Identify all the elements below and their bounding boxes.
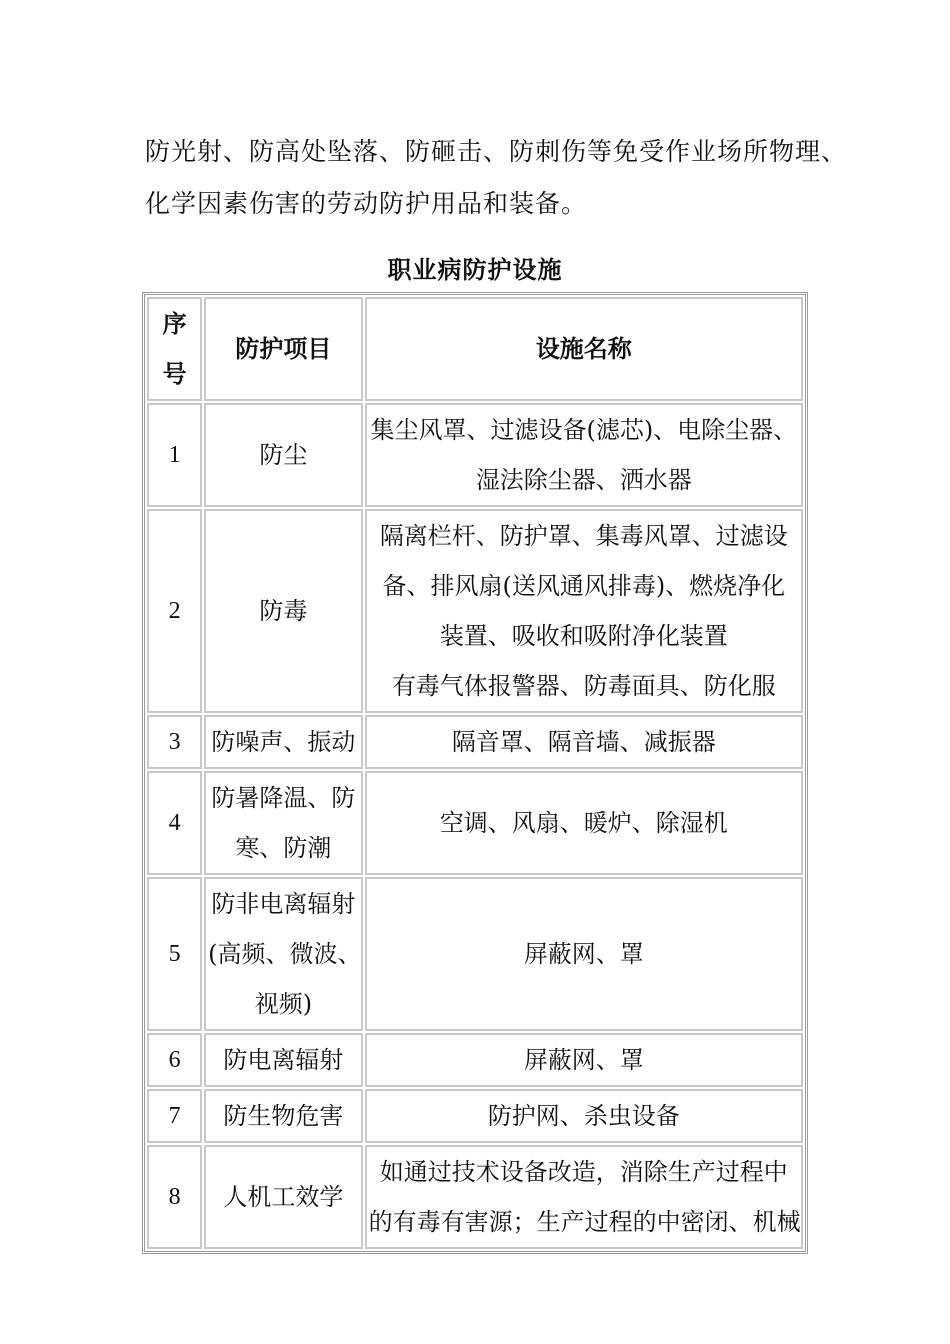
table-row xyxy=(147,1033,803,1087)
table-row xyxy=(147,403,803,507)
header-facilities: 设施名称 xyxy=(365,297,803,401)
protection-item: 防电离辐射 xyxy=(204,1033,362,1087)
table-caption: 职业病防护设施 xyxy=(387,256,563,284)
protection-item: 防尘 xyxy=(204,403,362,507)
intro-line: 化学因素伤害的劳动防护用品和装备。 xyxy=(145,189,588,218)
facility-names: 集尘风罩、过滤设备(滤芯)、电除尘器、 湿法除尘器、洒水器 xyxy=(365,403,803,507)
header-item: 防护项目 xyxy=(204,297,362,401)
table-row xyxy=(147,877,803,1031)
header-no: 序号 xyxy=(147,297,202,401)
protection-item: 防毒 xyxy=(204,509,362,713)
row-number: 6 xyxy=(147,1033,202,1087)
protection-item: 防暑降温、防 寒、防潮 xyxy=(204,771,362,875)
protection-item: 防非电离辐射 (高频、微波、 视频) xyxy=(204,877,362,1031)
table-row xyxy=(147,1089,803,1143)
facility-names: 隔音罩、隔音墙、减振器 xyxy=(365,715,803,769)
facility-names: 隔离栏杆、防护罩、集毒风罩、过滤设 备、排风扇(送风通风排毒)、燃烧净化 装置、吸收和吸附净化装置 有毒气体报警器、防毒面具、防化服 xyxy=(365,509,803,713)
facility-names: 防护网、杀虫设备 xyxy=(365,1089,803,1143)
row-number: 8 xyxy=(147,1145,202,1249)
row-number: 3 xyxy=(147,715,202,769)
facility-names: 屏蔽网、罩 xyxy=(365,1033,803,1087)
facility-names: 如通过技术设备改造，消除生产过程中 的有毒有害源；生产过程的中密闭、机械 xyxy=(365,1145,803,1249)
table-row xyxy=(147,1145,803,1249)
protection-item: 防噪声、振动 xyxy=(204,715,362,769)
protection-item: 人机工效学 xyxy=(204,1145,362,1249)
protection-item: 防生物危害 xyxy=(204,1089,362,1143)
table-row xyxy=(147,509,803,713)
table-row xyxy=(147,771,803,875)
intro-paragraph xyxy=(145,126,848,230)
row-number: 1 xyxy=(147,403,202,507)
row-number: 5 xyxy=(147,877,202,1031)
row-number: 7 xyxy=(147,1089,202,1143)
facility-names: 空调、风扇、暖炉、除湿机 xyxy=(365,771,803,875)
intro-line: 防光射、防高处坠落、防砸击、防刺伤等免受作业场所物理、 xyxy=(145,137,848,166)
row-number: 2 xyxy=(147,509,202,713)
table-row xyxy=(147,715,803,769)
protection-facilities-table xyxy=(142,292,808,1254)
facility-names: 屏蔽网、罩 xyxy=(365,877,803,1031)
row-number: 4 xyxy=(147,771,202,875)
table-header-row xyxy=(147,297,803,401)
